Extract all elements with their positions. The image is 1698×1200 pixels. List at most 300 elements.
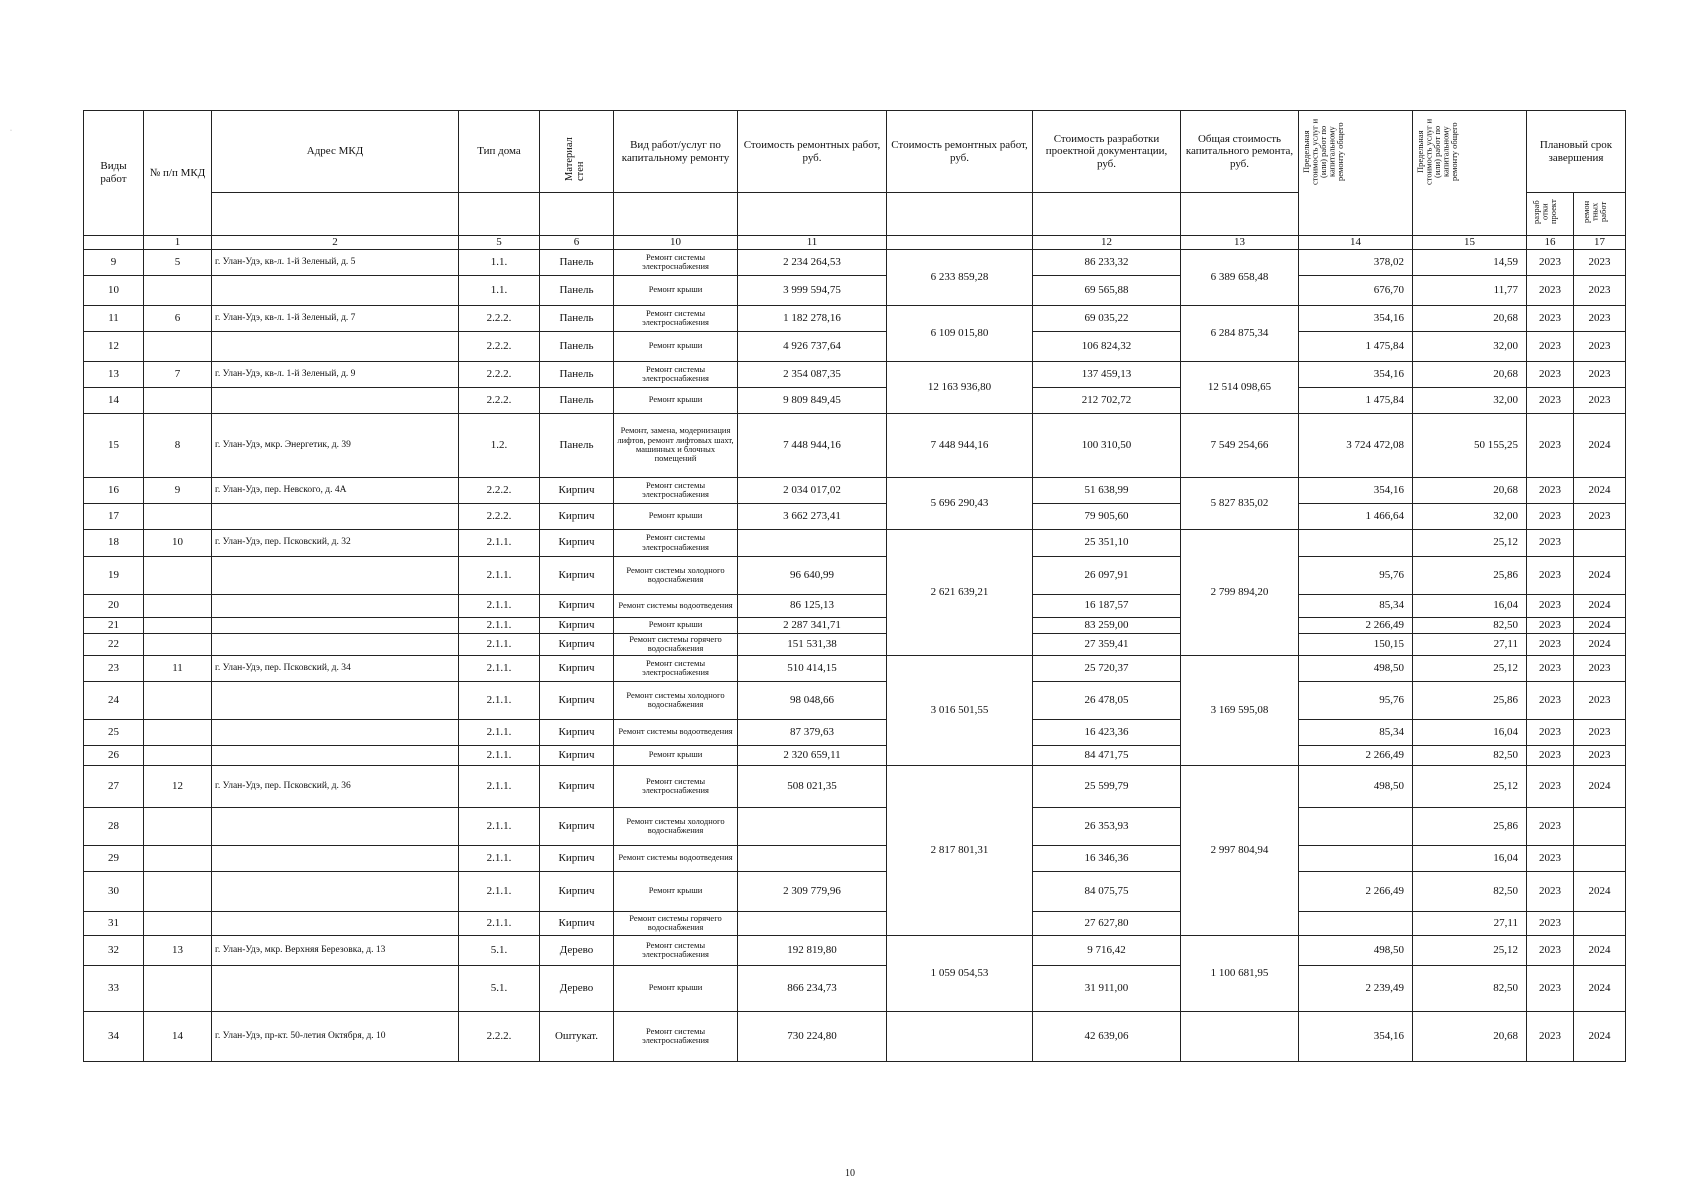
row-number-cell: 23 (84, 655, 144, 681)
header-work-kind: Вид работ/услуг по капитальному ремонту (614, 111, 738, 193)
table-row (84, 361, 1626, 387)
mkd-number-cell: 13 (144, 935, 212, 965)
limit-cost-1-cell: 378,02 (1299, 249, 1413, 275)
design-cost-cell: 9 716,42 (1033, 935, 1181, 965)
wall-material-cell: Панель (540, 275, 614, 305)
design-cost-cell: 84 471,75 (1033, 745, 1181, 765)
header-empty-3 (540, 193, 614, 236)
header-empty-4 (614, 193, 738, 236)
design-cost-cell: 16 346,36 (1033, 845, 1181, 871)
design-cost-cell: 25 351,10 (1033, 529, 1181, 556)
header-design-year-text: разраб отки проект (1531, 199, 1558, 225)
house-type-cell: 2.1.1. (459, 871, 540, 911)
column-number-cell: 16 (1527, 235, 1574, 249)
limit-cost-2-cell: 20,68 (1413, 1011, 1527, 1061)
repair-year-cell: 2023 (1574, 305, 1626, 331)
table-row (84, 681, 1626, 719)
table-row (84, 745, 1626, 765)
limit-cost-2-cell: 25,86 (1413, 556, 1527, 594)
mkd-number-cell (144, 556, 212, 594)
mkd-number-cell (144, 807, 212, 845)
row-number-cell: 9 (84, 249, 144, 275)
address-cell (212, 845, 459, 871)
work-kind-cell: Ремонт крыши (614, 617, 738, 633)
limit-cost-1-cell: 2 266,49 (1299, 871, 1413, 911)
header-repair-cost-total: Стоимость ремонтных работ, руб. (887, 111, 1033, 193)
mkd-number-cell (144, 719, 212, 745)
address-cell (212, 911, 459, 935)
repair-year-cell: 2024 (1574, 556, 1626, 594)
design-year-cell: 2023 (1527, 681, 1574, 719)
design-year-cell: 2023 (1527, 556, 1574, 594)
limit-cost-1-cell (1299, 845, 1413, 871)
house-type-cell: 2.1.1. (459, 633, 540, 655)
table-row (84, 556, 1626, 594)
repair-cost-cell: 2 309 779,96 (738, 871, 887, 911)
wall-material-cell: Дерево (540, 935, 614, 965)
header-work-types: Виды работ (84, 111, 144, 236)
work-kind-cell: Ремонт системы электроснабжения (614, 765, 738, 807)
table-row (84, 249, 1626, 275)
design-year-cell: 2023 (1527, 1011, 1574, 1061)
limit-cost-1-cell: 354,16 (1299, 361, 1413, 387)
table-row (84, 275, 1626, 305)
column-number-cell: 5 (459, 235, 540, 249)
design-year-cell: 2023 (1527, 503, 1574, 529)
limit-cost-1-cell: 1 475,84 (1299, 331, 1413, 361)
wall-material-cell: Дерево (540, 965, 614, 1011)
work-kind-cell: Ремонт системы водоотведения (614, 594, 738, 617)
repair-cost-cell: 192 819,80 (738, 935, 887, 965)
repair-year-cell: 2024 (1574, 633, 1626, 655)
wall-material-cell: Кирпич (540, 911, 614, 935)
house-type-cell: 2.1.1. (459, 617, 540, 633)
header-address: Адрес МКД (212, 111, 459, 193)
work-kind-cell: Ремонт системы холодного водоснабжения (614, 681, 738, 719)
column-number-cell: 14 (1299, 235, 1413, 249)
wall-material-cell: Кирпич (540, 765, 614, 807)
wall-material-cell: Кирпич (540, 477, 614, 503)
group-repair-cost-cell: 6 109 015,80 (887, 305, 1033, 361)
header-mkd-number: № п/п МКД (144, 111, 212, 236)
address-cell: г. Улан-Удэ, пер. Псковский, д. 34 (212, 655, 459, 681)
limit-cost-2-cell: 20,68 (1413, 477, 1527, 503)
house-type-cell: 2.1.1. (459, 594, 540, 617)
design-year-cell: 2023 (1527, 331, 1574, 361)
group-total-cost-cell: 6 389 658,48 (1181, 249, 1299, 305)
limit-cost-1-cell: 85,34 (1299, 594, 1413, 617)
mkd-number-cell: 5 (144, 249, 212, 275)
limit-cost-1-cell: 3 724 472,08 (1299, 413, 1413, 477)
mkd-number-cell (144, 745, 212, 765)
house-type-cell: 2.2.2. (459, 305, 540, 331)
address-cell: г. Улан-Удэ, пер. Псковский, д. 36 (212, 765, 459, 807)
repair-cost-cell: 86 125,13 (738, 594, 887, 617)
design-year-cell: 2023 (1527, 361, 1574, 387)
address-cell (212, 275, 459, 305)
mkd-number-cell: 12 (144, 765, 212, 807)
header-empty-7 (1033, 193, 1181, 236)
table-row (84, 871, 1626, 911)
wall-material-cell: Панель (540, 361, 614, 387)
table-row (84, 935, 1626, 965)
address-cell (212, 331, 459, 361)
wall-material-cell: Кирпич (540, 871, 614, 911)
wall-material-cell: Кирпич (540, 745, 614, 765)
row-number-cell: 16 (84, 477, 144, 503)
mkd-number-cell (144, 503, 212, 529)
work-kind-cell: Ремонт системы горячего водоснабжения (614, 911, 738, 935)
row-number-cell: 29 (84, 845, 144, 871)
column-number-cell: 11 (738, 235, 887, 249)
design-year-cell: 2023 (1527, 935, 1574, 965)
repair-year-cell: 2024 (1574, 594, 1626, 617)
limit-cost-2-cell: 32,00 (1413, 331, 1527, 361)
house-type-cell: 2.1.1. (459, 655, 540, 681)
limit-cost-2-cell: 25,12 (1413, 655, 1527, 681)
repair-year-cell: 2023 (1574, 249, 1626, 275)
repair-cost-cell: 87 379,63 (738, 719, 887, 745)
row-number-cell: 32 (84, 935, 144, 965)
table-row (84, 529, 1626, 556)
wall-material-cell: Панель (540, 331, 614, 361)
mkd-number-cell: 6 (144, 305, 212, 331)
work-kind-cell: Ремонт системы электроснабжения (614, 1011, 738, 1061)
limit-cost-1-cell: 1 475,84 (1299, 387, 1413, 413)
group-repair-cost-cell: 3 016 501,55 (887, 655, 1033, 765)
row-number-cell: 18 (84, 529, 144, 556)
repair-cost-cell (738, 911, 887, 935)
mkd-number-cell (144, 594, 212, 617)
address-cell: г. Улан-Удэ, пр-кт. 50-летия Октября, д. 10 (212, 1011, 459, 1061)
repair-cost-cell: 508 021,35 (738, 765, 887, 807)
house-type-cell: 5.1. (459, 965, 540, 1011)
house-type-cell: 1.2. (459, 413, 540, 477)
column-numbering-row (84, 235, 1626, 249)
work-kind-cell: Ремонт системы электроснабжения (614, 361, 738, 387)
table-row (84, 1011, 1626, 1061)
design-cost-cell: 16 187,57 (1033, 594, 1181, 617)
limit-cost-1-cell: 676,70 (1299, 275, 1413, 305)
design-year-cell: 2023 (1527, 655, 1574, 681)
wall-material-cell: Кирпич (540, 529, 614, 556)
column-number-cell (887, 235, 1033, 249)
address-cell (212, 719, 459, 745)
address-cell (212, 633, 459, 655)
limit-cost-1-cell: 354,16 (1299, 1011, 1413, 1061)
design-year-cell: 2023 (1527, 477, 1574, 503)
design-cost-cell: 25 599,79 (1033, 765, 1181, 807)
design-year-cell: 2023 (1527, 387, 1574, 413)
repair-year-cell: 2023 (1574, 331, 1626, 361)
header-empty-1 (212, 193, 459, 236)
design-cost-cell: 69 035,22 (1033, 305, 1181, 331)
column-number-cell: 17 (1574, 235, 1626, 249)
limit-cost-1-cell: 150,15 (1299, 633, 1413, 655)
house-type-cell: 2.1.1. (459, 845, 540, 871)
wall-material-cell: Кирпич (540, 719, 614, 745)
limit-cost-2-cell: 25,12 (1413, 765, 1527, 807)
house-type-cell: 1.1. (459, 275, 540, 305)
column-number-cell: 13 (1181, 235, 1299, 249)
header-limit-cost-1-text: Предельная стоимость услуг и (или) работ по капитальному ремонту общего (1300, 118, 1345, 186)
repair-cost-cell: 2 234 264,53 (738, 249, 887, 275)
limit-cost-2-cell: 82,50 (1413, 871, 1527, 911)
limit-cost-2-cell: 25,12 (1413, 529, 1527, 556)
repair-cost-cell: 96 640,99 (738, 556, 887, 594)
design-cost-cell: 137 459,13 (1033, 361, 1181, 387)
wall-material-cell: Панель (540, 305, 614, 331)
repair-year-cell (1574, 845, 1626, 871)
mkd-number-cell (144, 911, 212, 935)
limit-cost-2-cell: 50 155,25 (1413, 413, 1527, 477)
work-kind-cell: Ремонт системы электроснабжения (614, 305, 738, 331)
wall-material-cell: Кирпич (540, 556, 614, 594)
limit-cost-1-cell: 498,50 (1299, 655, 1413, 681)
limit-cost-2-cell: 25,12 (1413, 935, 1527, 965)
design-cost-cell: 16 423,36 (1033, 719, 1181, 745)
header-row (84, 111, 1626, 193)
wall-material-cell: Кирпич (540, 681, 614, 719)
row-number-cell: 12 (84, 331, 144, 361)
design-cost-cell: 31 911,00 (1033, 965, 1181, 1011)
mkd-number-cell: 8 (144, 413, 212, 477)
wall-material-cell: Панель (540, 387, 614, 413)
group-total-cost-cell: 2 799 894,20 (1181, 529, 1299, 655)
design-year-cell: 2023 (1527, 275, 1574, 305)
header-repair-cost: Стоимость ремонтных работ, руб. (738, 111, 887, 193)
repair-cost-cell: 1 182 278,16 (738, 305, 887, 331)
limit-cost-1-cell: 2 266,49 (1299, 745, 1413, 765)
column-number-cell: 1 (144, 235, 212, 249)
row-number-cell: 14 (84, 387, 144, 413)
work-kind-cell: Ремонт системы электроснабжения (614, 935, 738, 965)
design-year-cell: 2023 (1527, 719, 1574, 745)
repair-cost-cell: 2 320 659,11 (738, 745, 887, 765)
row-number-cell: 25 (84, 719, 144, 745)
repair-program-table (83, 110, 1626, 1062)
design-cost-cell: 86 233,32 (1033, 249, 1181, 275)
limit-cost-2-cell: 27,11 (1413, 633, 1527, 655)
design-year-cell: 2023 (1527, 617, 1574, 633)
header-empty-2 (459, 193, 540, 236)
row-number-cell: 24 (84, 681, 144, 719)
house-type-cell: 2.1.1. (459, 765, 540, 807)
house-type-cell: 2.1.1. (459, 681, 540, 719)
work-kind-cell: Ремонт крыши (614, 871, 738, 911)
header-design-cost: Стоимость разработки проектной документации, руб. (1033, 111, 1181, 193)
column-number-cell (84, 235, 144, 249)
mkd-number-cell (144, 965, 212, 1011)
mkd-number-cell (144, 275, 212, 305)
design-year-cell: 2023 (1527, 249, 1574, 275)
table-row (84, 911, 1626, 935)
design-cost-cell: 27 359,41 (1033, 633, 1181, 655)
group-repair-cost-cell: 6 233 859,28 (887, 249, 1033, 305)
repair-year-cell (1574, 911, 1626, 935)
design-cost-cell: 25 720,37 (1033, 655, 1181, 681)
limit-cost-1-cell: 498,50 (1299, 935, 1413, 965)
house-type-cell: 2.2.2. (459, 477, 540, 503)
limit-cost-2-cell: 14,59 (1413, 249, 1527, 275)
design-year-cell: 2023 (1527, 633, 1574, 655)
mkd-number-cell: 14 (144, 1011, 212, 1061)
table-row (84, 807, 1626, 845)
repair-year-cell: 2024 (1574, 617, 1626, 633)
header-empty-6 (887, 193, 1033, 236)
row-number-cell: 27 (84, 765, 144, 807)
table-row (84, 503, 1626, 529)
mkd-number-cell (144, 681, 212, 719)
table-row (84, 845, 1626, 871)
header-repair-year-text: ремон тных работ (1580, 200, 1608, 224)
address-cell: г. Улан-Удэ, мкр. Верхняя Березовка, д. 13 (212, 935, 459, 965)
design-cost-cell: 84 075,75 (1033, 871, 1181, 911)
table-row (84, 594, 1626, 617)
address-cell: г. Улан-Удэ, кв-л. 1-й Зеленый, д. 9 (212, 361, 459, 387)
limit-cost-2-cell: 16,04 (1413, 845, 1527, 871)
wall-material-cell: Кирпич (540, 633, 614, 655)
house-type-cell: 5.1. (459, 935, 540, 965)
work-kind-cell: Ремонт системы электроснабжения (614, 477, 738, 503)
design-cost-cell: 26 478,05 (1033, 681, 1181, 719)
house-type-cell: 2.1.1. (459, 529, 540, 556)
repair-year-cell: 2023 (1574, 655, 1626, 681)
limit-cost-1-cell: 95,76 (1299, 681, 1413, 719)
limit-cost-1-cell: 354,16 (1299, 305, 1413, 331)
header-planned-term: Плановый срок завершения (1527, 111, 1626, 193)
address-cell (212, 965, 459, 1011)
row-number-cell: 17 (84, 503, 144, 529)
table-row (84, 655, 1626, 681)
limit-cost-2-cell: 32,00 (1413, 387, 1527, 413)
group-total-cost-cell: 7 549 254,66 (1181, 413, 1299, 477)
mkd-number-cell: 7 (144, 361, 212, 387)
column-number-cell: 10 (614, 235, 738, 249)
mkd-number-cell (144, 617, 212, 633)
wall-material-cell: Кирпич (540, 807, 614, 845)
design-cost-cell: 51 638,99 (1033, 477, 1181, 503)
work-kind-cell: Ремонт системы электроснабжения (614, 249, 738, 275)
design-cost-cell: 100 310,50 (1033, 413, 1181, 477)
limit-cost-2-cell: 82,50 (1413, 745, 1527, 765)
house-type-cell: 2.1.1. (459, 807, 540, 845)
repair-cost-cell: 9 809 849,45 (738, 387, 887, 413)
limit-cost-2-cell: 25,86 (1413, 807, 1527, 845)
repair-year-cell (1574, 807, 1626, 845)
work-kind-cell: Ремонт крыши (614, 503, 738, 529)
repair-year-cell: 2024 (1574, 413, 1626, 477)
limit-cost-1-cell: 354,16 (1299, 477, 1413, 503)
address-cell (212, 681, 459, 719)
header-limit-cost-2-text: Предельная стоимость услуг и (или) работ по капитальному ремонту общего (1414, 118, 1459, 186)
group-repair-cost-cell: 2 621 639,21 (887, 529, 1033, 655)
limit-cost-1-cell (1299, 529, 1413, 556)
wall-material-cell: Оштукат. (540, 1011, 614, 1061)
limit-cost-2-cell: 82,50 (1413, 965, 1527, 1011)
group-repair-cost-cell (887, 1011, 1033, 1061)
work-kind-cell: Ремонт крыши (614, 965, 738, 1011)
group-total-cost-cell: 2 997 804,94 (1181, 765, 1299, 935)
address-cell: г. Улан-Удэ, мкр. Энергетик, д. 39 (212, 413, 459, 477)
repair-cost-cell: 2 354 087,35 (738, 361, 887, 387)
limit-cost-2-cell: 16,04 (1413, 594, 1527, 617)
repair-year-cell: 2023 (1574, 681, 1626, 719)
table-row (84, 965, 1626, 1011)
wall-material-cell: Кирпич (540, 617, 614, 633)
row-number-cell: 33 (84, 965, 144, 1011)
address-cell (212, 617, 459, 633)
wall-material-cell: Панель (540, 413, 614, 477)
row-number-cell: 21 (84, 617, 144, 633)
design-year-cell: 2023 (1527, 765, 1574, 807)
design-year-cell: 2023 (1527, 911, 1574, 935)
design-cost-cell: 212 702,72 (1033, 387, 1181, 413)
column-number-cell: 6 (540, 235, 614, 249)
repair-cost-cell: 866 234,73 (738, 965, 887, 1011)
address-cell (212, 594, 459, 617)
address-cell (212, 503, 459, 529)
work-kind-cell: Ремонт крыши (614, 275, 738, 305)
work-kind-cell: Ремонт крыши (614, 387, 738, 413)
header-house-type: Тип дома (459, 111, 540, 193)
repair-year-cell: 2024 (1574, 477, 1626, 503)
header-wall-material-text: Материал стен (563, 136, 586, 181)
mkd-number-cell (144, 633, 212, 655)
house-type-cell: 2.2.2. (459, 1011, 540, 1061)
row-number-cell: 22 (84, 633, 144, 655)
header-total-cost: Общая стоимость капитального ремонта, руб. (1181, 111, 1299, 193)
column-number-cell: 12 (1033, 235, 1181, 249)
group-repair-cost-cell: 7 448 944,16 (887, 413, 1033, 477)
design-year-cell: 2023 (1527, 871, 1574, 911)
repair-cost-cell: 151 531,38 (738, 633, 887, 655)
address-cell: г. Улан-Удэ, пер. Псковский, д. 32 (212, 529, 459, 556)
group-repair-cost-cell: 2 817 801,31 (887, 765, 1033, 935)
repair-cost-cell: 510 414,15 (738, 655, 887, 681)
work-kind-cell: Ремонт системы холодного водоснабжения (614, 807, 738, 845)
table-row (84, 387, 1626, 413)
mkd-number-cell: 10 (144, 529, 212, 556)
header-limit-cost-1 (1299, 111, 1413, 236)
design-year-cell: 2023 (1527, 745, 1574, 765)
repair-cost-cell (738, 807, 887, 845)
header-empty-8 (1181, 193, 1299, 236)
scan-mark: · (10, 128, 12, 134)
work-kind-cell: Ремонт крыши (614, 745, 738, 765)
row-number-cell: 28 (84, 807, 144, 845)
repair-cost-cell: 2 034 017,02 (738, 477, 887, 503)
work-kind-cell: Ремонт системы электроснабжения (614, 655, 738, 681)
house-type-cell: 2.2.2. (459, 387, 540, 413)
design-cost-cell: 106 824,32 (1033, 331, 1181, 361)
design-cost-cell: 26 097,91 (1033, 556, 1181, 594)
design-year-cell: 2023 (1527, 807, 1574, 845)
repair-year-cell: 2024 (1574, 871, 1626, 911)
group-repair-cost-cell: 5 696 290,43 (887, 477, 1033, 529)
mkd-number-cell: 11 (144, 655, 212, 681)
limit-cost-2-cell: 16,04 (1413, 719, 1527, 745)
repair-year-cell: 2024 (1574, 765, 1626, 807)
work-kind-cell: Ремонт системы водоотведения (614, 845, 738, 871)
limit-cost-1-cell (1299, 807, 1413, 845)
group-repair-cost-cell: 1 059 054,53 (887, 935, 1033, 1011)
row-number-cell: 10 (84, 275, 144, 305)
address-cell (212, 387, 459, 413)
limit-cost-1-cell: 85,34 (1299, 719, 1413, 745)
limit-cost-2-cell: 20,68 (1413, 305, 1527, 331)
mkd-number-cell (144, 845, 212, 871)
